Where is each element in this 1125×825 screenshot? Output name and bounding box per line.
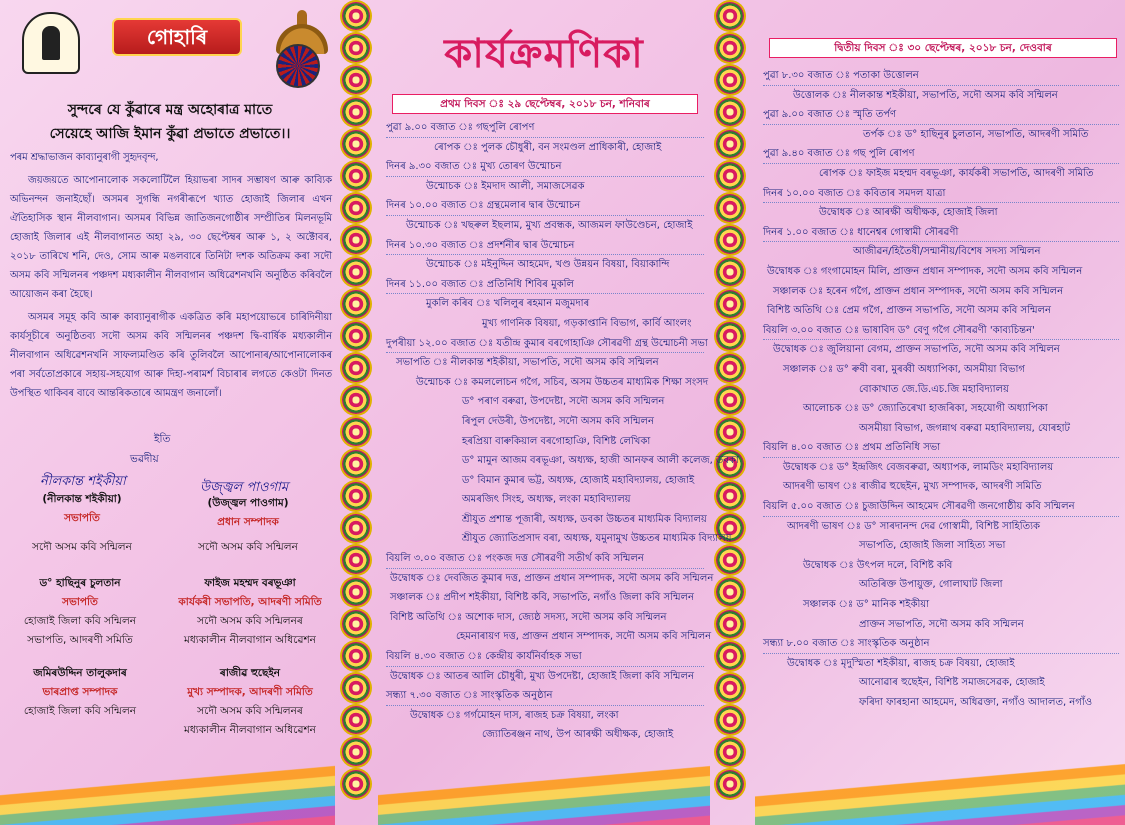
schedule-detail-row bbox=[386, 569, 714, 589]
schedule-row-text: ড° পৰাণ বৰুৱা, উপদেষ্টা, সদৌ অসম কবি সন্মিলন bbox=[462, 396, 665, 408]
official-org: সদৌ অসম কবি সন্মিলনৰ bbox=[197, 615, 303, 627]
schedule-detail-row bbox=[386, 490, 704, 510]
schedule-row-text: সঞ্চালক ঃ প্ৰদীপ শইকীয়া, বিশিষ্ট কবি, সভাপতি, নগাঁও জিলা কবি সন্মিলন bbox=[390, 592, 694, 604]
schedule-event-row bbox=[763, 223, 1119, 243]
schedule-row-text: সঞ্চালক ঃ ড° মানিক শইকীয়া bbox=[803, 599, 930, 611]
schedule-detail-row bbox=[386, 412, 704, 432]
schedule-row-text: আদৰণী ভাষণ ঃ ৰাজীৱ হুছেইন, মুখ্য সম্পাদক, আদৰণী সমিতি bbox=[783, 481, 1042, 493]
schedule-day-2-panel bbox=[755, 0, 1125, 825]
schedule-row-text: দিনৰ ১০.০০ বজাত ঃ কবিতাৰ সমদল যাত্ৰা bbox=[763, 187, 946, 199]
sammilan-emblem-icon bbox=[22, 12, 80, 74]
schedule-row-text: প্ৰাক্তন সভাপতি, সদৌ অসম কবি সন্মিলন bbox=[859, 618, 1024, 630]
schedule-detail-row bbox=[763, 477, 1119, 497]
medallion-icon bbox=[716, 642, 744, 670]
official-name: (নীলকান্ত শইকীয়া) bbox=[42, 493, 122, 505]
medallion-icon bbox=[342, 418, 370, 446]
schedule-row-text: ৰিপুল দেউৰী, উপদেষ্টা, সদৌ অসম কবি সন্মিলন bbox=[462, 415, 654, 427]
official-name: ফাইজ মহম্মদ বৰভূঞা bbox=[204, 577, 296, 589]
schedule-row-text: ড° বিমান কুমাৰ ভট্ট, অধ্যক্ষ, হোজাই মহাবিদ্যালয়, হোজাই bbox=[462, 474, 695, 486]
medallion-icon bbox=[342, 546, 370, 574]
rainbow-decoration bbox=[378, 755, 710, 825]
official-name: ৰাজীৱ হুছেইন bbox=[219, 667, 281, 679]
official-role: ভাৰপ্ৰাপ্ত সম্পাদক bbox=[42, 686, 118, 698]
schedule-row-text: বিশিষ্ট অতিথি ঃ প্ৰেম গগৈ, প্ৰাক্তন সভাপতি, সদৌ অসম কবি সন্মিলন bbox=[767, 305, 1051, 317]
medallion-icon bbox=[342, 706, 370, 734]
schedule-row-text: অতিৰিক্ত উপায়ুক্ত, গোলাঘাট জিলা bbox=[859, 579, 1003, 591]
schedule-row-text: উদ্বোধক ঃ দেবজিত কুমাৰ দত্ত, প্ৰাক্তন প্ৰধান সম্পাদক, সদৌ অসম কবি সন্মিলন bbox=[390, 572, 714, 584]
official-role: মুখ্য সম্পাদক, আদৰণী সমিতি bbox=[187, 686, 313, 698]
medallion-icon bbox=[342, 450, 370, 478]
schedule-detail-row bbox=[386, 451, 739, 471]
schedule-row-text: আলোচক ঃ ড° জ্যোতিৰেখা হাজৰিকা, সহযোগী অধ্যাপিকা bbox=[803, 403, 1048, 415]
schedule-row-text: আজীৱন/হিতৈষী/সন্মানীয়/বিশেষ সদস্য সন্মিলন bbox=[853, 246, 1041, 258]
medallion-icon bbox=[716, 354, 744, 382]
schedule-detail-row bbox=[386, 588, 704, 608]
schedule-event-row bbox=[763, 144, 1119, 164]
medallion-icon bbox=[716, 482, 744, 510]
schedule-detail-row bbox=[386, 471, 704, 491]
schedule-row-text: ৰোপক ঃ পুলক চৌধুৰী, বন সংমণ্ডল প্ৰাধিকাৰী, হোজাই bbox=[434, 141, 662, 153]
letter-paragraph-1: জয়জয়তে আপোনালোক সকলোটিলৈ হিয়াভৰা সাদৰ সম্ভাষণ আৰু কাব্যিক অভিনন্দন জনাইছোঁ। অসমৰ সুগন্ধি নগৰীৰূপে খ্যাত হোজাই জিলাৰ এখন ঐতিহাসিক স্থান নীলবাগান। অসমৰ বিভিন্ন জাতিজনগোষ্ঠীৰ সম্প্ৰীতিৰ মিলনভূমি হোজাই জিলাৰ এই নীলবাগানত অহা ২৯, ৩০ ছেপ্টেম্বৰ আৰু ১, ২ অক্টোবৰ, ২০১৮ তাৰিখে শনি, দেও, সোম আৰু মঙলবাৰে তিনিটা দশক অতিক্ৰম কৰা সদৌ অসম কবি সন্মিলনৰ পঞ্চদশ মধ্যকালীন নীলবাগান অধিৱেশনখনি অনুষ্ঠিত কৰিবলৈ আয়োজন কৰা হৈছে। bbox=[10, 175, 332, 300]
schedule-detail-row bbox=[763, 282, 1119, 302]
medallion-icon bbox=[716, 674, 744, 702]
official-chief-secretary bbox=[170, 664, 330, 740]
schedule-detail-row bbox=[763, 380, 1119, 400]
official-org-2: সভাপতি, আদৰণী সমিতি bbox=[27, 634, 133, 646]
schedule-detail-row bbox=[763, 262, 1119, 282]
rainbow-decoration bbox=[0, 755, 335, 825]
schedule-detail-row bbox=[763, 203, 1119, 223]
programme-title: কাৰ্যক্ৰমণিকা bbox=[444, 31, 644, 77]
schedule-detail-row bbox=[763, 360, 1119, 380]
schedule-detail-row bbox=[763, 517, 1119, 537]
schedule-row-text: ফৰিদা ফাৰহানা আহমেদ, অধিৱক্তা, নগাঁও আদালত, নগাঁও bbox=[859, 697, 1093, 708]
official-org-2: মধ্যকালীন নীলবাগান অধিৱেশন bbox=[184, 634, 316, 646]
schedule-row-text: হৰপ্ৰিয়া বাৰুকিয়াল বৰগোহাঞি, বিশিষ্ট লেখিকা bbox=[462, 435, 651, 447]
official-role: কাৰ্যকৰী সভাপতি, আদৰণী সমিতি bbox=[178, 596, 322, 608]
schedule-detail-row bbox=[386, 510, 707, 530]
schedule-row-text: পুৱা ৯.০০ বজাত ঃ স্মৃতি তৰ্পণ bbox=[763, 109, 897, 121]
schedule-detail-row bbox=[763, 575, 1119, 595]
medallion-icon bbox=[342, 674, 370, 702]
official-president bbox=[2, 490, 162, 557]
medallion-icon bbox=[716, 386, 744, 414]
schedule-row-text: সভাপতি, হোজাই জিলা সাহিত্য সভা bbox=[859, 540, 1006, 552]
medallion-icon bbox=[342, 66, 370, 94]
schedule-row-text: আনোৱাৰ হুছেইন, বিশিষ্ট সমাজসেৱক, হোজাই bbox=[859, 677, 1045, 689]
schedule-detail-row bbox=[386, 373, 709, 393]
schedule-row-text: উদ্বোধক ঃ মৃদুস্মিতা শইকীয়া, ৰাজহ চক্ৰ বিষয়া, হোজাই bbox=[787, 657, 1015, 669]
schedule-row-text: উন্মোচক ঃ ইমদাদ আলী, সমাজসেৱক bbox=[426, 180, 585, 192]
schedule-row-text: বিশিষ্ট অতিথি ঃ অশোক দাস, জ্যেষ্ঠ সদস্য, সদৌ অসম কবি সন্মিলন bbox=[390, 611, 667, 623]
schedule-row-text: দুপৰীয়া ১২.০০ বজাত ঃ যতীন্দ্ৰ কুমাৰ বৰগোহাঞি সৌৰৱণী গ্ৰন্থ উন্মোচনী সভা bbox=[386, 337, 708, 349]
signature-president: নীলকান্ত শইকীয়া bbox=[40, 474, 126, 489]
medallion-icon bbox=[716, 610, 744, 638]
salutation: পৰম শ্ৰদ্ধাভাজন কাব্যানুৰাগী সুহৃদবৃন্দ, bbox=[10, 152, 159, 163]
schedule-event-row bbox=[386, 118, 704, 138]
schedule-detail-row bbox=[386, 216, 704, 236]
schedule-row-text: ড° মামুন আজম বৰভূঞা, অধ্যক্ষ, হাজী আনফৰ আলী কলেজ, ডবকা bbox=[462, 455, 739, 467]
medallion-icon bbox=[342, 194, 370, 222]
schedule-row-text: শ্ৰীযুত জ্যোতিপ্ৰসাদ বৰা, অধ্যক্ষ, যমুনামুখ উচ্চতৰ মাধ্যমিক বিদ্যালয় bbox=[462, 533, 732, 545]
medallion-icon bbox=[716, 162, 744, 190]
medallion-icon bbox=[342, 386, 370, 414]
schedule-row-text: উদ্বোধক ঃ আতৰ আলি চৌধুৰী, মুখ্য উপদেষ্টা, হোজাই জিলা কবি সন্মিলন bbox=[390, 670, 694, 682]
schedule-detail-row bbox=[386, 392, 704, 412]
schedule-row-text: আদৰণী ভাষণ ঃ ড° সাৰদানন্দ দেৱ গোস্বামী, বিশিষ্ট সাহিত্যিক bbox=[787, 520, 1041, 532]
schedule-detail-row bbox=[386, 608, 704, 628]
medallion-icon bbox=[716, 2, 744, 30]
medallion-icon bbox=[716, 418, 744, 446]
medallion-icon bbox=[342, 610, 370, 638]
letter-paragraph-2: অসমৰ সমূহ কবি আৰু কাব্যানুৰাগীক একত্ৰিত কৰি মহাপয়োভৰে চাৰিদিনীয়া কাৰ্যসূচীৰে অনুষ্ঠিতব্য সদৌ অসম কবি সন্মিলনৰ পঞ্চদশ দ্বি-বাৰ্ষিক মধ্যকালীন নীলবাগান অধিৱেশনখনি সাফল্যমণ্ডিত কৰি তুলিবলৈ আপোনাৰ/আপোনালোকৰ পৰা সৰ্বতোপ্ৰকাৰে সহায়-সহযোগ আৰু দিহা-পৰামৰ্শ বিচাৰাৰ লগতে কেওটা দিনত উপস্থিত থাকিবৰ বাবে আন্তৰিকতাৰে আমন্ত্ৰণ জনালোঁ। bbox=[10, 312, 332, 399]
schedule-row-text: উদ্বোধক ঃ গৰ্গমোহন দাস, ৰাজহ চক্ৰ বিষয়া, লংকা bbox=[410, 709, 619, 721]
schedule-event-row bbox=[763, 321, 1119, 341]
schedule-detail-row bbox=[386, 432, 704, 452]
schedule-event-row bbox=[386, 686, 704, 706]
medallion-icon bbox=[716, 66, 744, 94]
schedule-detail-row bbox=[763, 86, 1119, 106]
medallion-icon bbox=[716, 290, 744, 318]
schedule-event-row bbox=[763, 105, 1119, 125]
official-acting-secretary bbox=[0, 664, 160, 721]
official-general-secretary bbox=[168, 494, 328, 557]
schedule-row-text: মুখ্য গাণনিক বিষয়া, গড়কাপ্তানি বিভাগ, কাৰ্বি আংলং bbox=[482, 317, 692, 329]
schedule-row-text: উদ্বোধক ঃ আৰক্ষী অধীক্ষক, হোজাই জিলা bbox=[819, 207, 998, 219]
official-name: (উজ্জ্বল পাওগাম) bbox=[207, 497, 289, 509]
schedule-event-row bbox=[763, 497, 1119, 517]
medallion-icon bbox=[342, 770, 370, 798]
bhavadiya-text: ভৱদীয় bbox=[130, 453, 159, 465]
schedule-row-text: পুৱা ৮.৩০ বজাত ঃ পতাকা উত্তোলন bbox=[763, 70, 919, 81]
medallion-icon bbox=[716, 706, 744, 734]
schedule-row-text: উত্তোলক ঃ নীলকান্ত শইকীয়া, সভাপতি, সদৌ অসম কবি সন্মিলন bbox=[793, 89, 1058, 101]
schedule-detail-row bbox=[763, 654, 1119, 674]
medallion-icon bbox=[342, 514, 370, 542]
medallion-border-left bbox=[338, 0, 374, 825]
official-name: ড° হাছিনুৰ চুলতান bbox=[39, 577, 121, 589]
schedule-detail-row bbox=[763, 419, 1119, 439]
schedule-row-text: দিনৰ ১.০০ বজাত ঃ ধানেশ্বৰ গোস্বামী সৌৰৱণী bbox=[763, 226, 959, 238]
medallion-icon bbox=[342, 34, 370, 62]
schedule-row-text: উন্মোচক ঃ কমললোচন গগৈ, সচিব, অসম উচ্চতৰ মাধ্যমিক শিক্ষা সংসদ bbox=[416, 376, 709, 388]
iti-text: ইতি bbox=[154, 433, 171, 445]
schedule-detail-row bbox=[763, 458, 1119, 478]
medallion-icon bbox=[342, 162, 370, 190]
medallion-icon bbox=[716, 130, 744, 158]
schedule-detail-row bbox=[763, 536, 1119, 556]
schedule-row-text: সন্ধ্যা ৮.০০ বজাত ঃ সাংস্কৃতিক অনুষ্ঠান bbox=[763, 638, 930, 650]
schedule-row-text: বিয়লি ৩.০০ বজাত ঃ ভাষাবিদ ড° বেণু গগৈ সৌৰৱণী 'কাব্যচিন্তন' bbox=[763, 324, 1035, 336]
schedule-event-row bbox=[763, 184, 1119, 204]
schedule-row-text: সভাপতি ঃ নীলকান্ত শইকীয়া, সভাপতি, সদৌ অসম কবি সন্মিলন bbox=[396, 357, 659, 369]
schedule-row-text: বোকাখাত জে.ডি.এচ.জি মহাবিদ্যালয় bbox=[859, 383, 1009, 395]
schedule-event-row bbox=[386, 647, 704, 667]
official-org: সদৌ অসম কবি সন্মিলনৰ bbox=[197, 705, 303, 717]
day-2-header: দ্বিতীয় দিবস ঃ ৩০ ছেপ্টেম্বৰ, ২০১৮ চন, দেওবাৰ bbox=[769, 38, 1117, 58]
medallion-icon bbox=[342, 738, 370, 766]
gohari-banner: গোহাৰি bbox=[112, 18, 242, 56]
schedule-row-text: অসমীয়া বিভাগ, জগন্নাথ বৰুৱা মহাবিদ্যালয়, যোৰহাট bbox=[859, 422, 1070, 434]
day-1-header: প্ৰথম দিবস ঃ ২৯ ছেপ্টেম্বৰ, ২০১৮ চন, শনিবাৰ bbox=[392, 94, 698, 114]
schedule-detail-row bbox=[763, 301, 1119, 321]
jaapi-hat-icon bbox=[272, 10, 332, 90]
schedule-detail-row bbox=[386, 138, 704, 158]
schedule-event-row bbox=[386, 236, 704, 256]
medallion-icon bbox=[342, 258, 370, 286]
schedule-detail-row bbox=[763, 673, 1119, 693]
schedule-row-text: সঞ্চালক ঃ ড° ৰুবী বৰা, মুৰব্বী অধ্যাপিকা, অসমীয়া বিভাগ bbox=[783, 363, 1025, 375]
official-working-president bbox=[170, 574, 330, 650]
schedule-event-row bbox=[763, 438, 1119, 458]
schedule-row-text: ৰোপক ঃ ফাইজ মহম্মদ বৰভূঞা, কাৰ্যকৰী সভাপতি, আদৰণী সমিতি bbox=[819, 167, 1094, 179]
medallion-icon bbox=[716, 194, 744, 222]
schedule-detail-row bbox=[763, 556, 1119, 576]
schedule-detail-row bbox=[386, 294, 704, 314]
medallion-icon bbox=[342, 2, 370, 30]
official-org-2: মধ্যকালীন নীলবাগান অধিৱেশন bbox=[184, 724, 316, 736]
schedule-detail-row bbox=[386, 627, 712, 647]
official-org: সদৌ অসম কবি সন্মিলন bbox=[32, 541, 132, 553]
schedule-detail-row bbox=[386, 529, 732, 549]
schedule-row-text: দিনৰ ১১.০০ বজাত ঃ প্ৰতিনিধি শিবিৰ মুকলি bbox=[386, 278, 574, 290]
medallion-icon bbox=[342, 482, 370, 510]
schedule-row-text: পুৱা ৯.৪০ বজাত ঃ গছ পুলি ৰোপণ bbox=[763, 148, 915, 160]
schedule-detail-row bbox=[386, 255, 704, 275]
schedule-row-text: তৰ্পক ঃ ড° হাছিনুৰ চুলতান, সভাপতি, আদৰণী সমিতি bbox=[863, 128, 1089, 140]
schedule-row-text: দিনৰ ১০.৩০ বজাত ঃ প্ৰদৰ্শনীৰ দ্বাৰ উন্মোচন bbox=[386, 239, 575, 251]
schedule-event-row bbox=[763, 66, 1119, 86]
schedule-row-text: পুৱা ৯.০০ বজাত ঃ গছপুলি ৰোপণ bbox=[386, 122, 535, 133]
schedule-detail-row bbox=[386, 725, 704, 745]
schedule-event-row bbox=[386, 549, 704, 569]
schedule-row-text: উন্মোচক ঃ মইনুদ্দিন আহমেদ, খণ্ড উন্নয়ন বিষয়া, বিয়াকান্দি bbox=[426, 259, 670, 271]
medallion-icon bbox=[716, 546, 744, 574]
invitation-panel bbox=[0, 0, 335, 825]
schedule-row-text: উদ্বোধক ঃ গংগামোহন মিলি, প্ৰাক্তন প্ৰধান সম্পাদক, সদৌ অসম কবি সন্মিলন bbox=[767, 265, 1083, 277]
schedule-row-text: দিনৰ ১০.০০ বজাত ঃ গ্ৰন্থমেলাৰ দ্বাৰ উন্মোচন bbox=[386, 200, 581, 212]
schedule-detail-row bbox=[386, 706, 704, 726]
medallion-icon bbox=[716, 258, 744, 286]
official-role: সভাপতি bbox=[64, 512, 100, 524]
couplet-line-2: সেয়েহে আজি ইমান কুঁৱা প্ৰভাতে প্ৰভাতে।। bbox=[49, 126, 291, 142]
schedule-event-row bbox=[386, 334, 708, 354]
official-org: হোজাই জিলা কবি সন্মিলন bbox=[23, 615, 137, 627]
schedule-event-row bbox=[386, 157, 704, 177]
medallion-icon bbox=[342, 98, 370, 126]
schedule-detail-row bbox=[386, 667, 704, 687]
medallion-border-right bbox=[712, 0, 748, 825]
official-org: হোজাই জিলা কবি সন্মিলন bbox=[23, 705, 137, 717]
medallion-icon bbox=[716, 34, 744, 62]
medallion-icon bbox=[716, 322, 744, 350]
schedule-detail-row bbox=[763, 242, 1119, 262]
medallion-icon bbox=[342, 578, 370, 606]
schedule-row-text: উন্মোচক ঃ খছৰুল ইছলাম, মুখ্য প্ৰবন্ধক, আজমল ফাউণ্ডেচন, হোজাই bbox=[406, 219, 693, 231]
schedule-row-text: জ্যোতিৰঞ্জন নাথ, উপ আৰক্ষী অধীক্ষক, হোজাই bbox=[482, 729, 674, 741]
official-org: সদৌ অসম কবি সন্মিলন bbox=[198, 541, 298, 553]
schedule-day-1-panel bbox=[378, 0, 739, 825]
schedule-detail-row bbox=[763, 340, 1119, 360]
medallion-icon bbox=[716, 578, 744, 606]
schedule-row-text: মুকলি কৰিব ঃ খলিলুৰ ৰহমান মজুমদাৰ bbox=[426, 298, 590, 310]
schedule-row-text: সন্ধ্যা ৭.৩০ বজাত ঃ সাংস্কৃতিক অনুষ্ঠান bbox=[386, 690, 553, 702]
medallion-icon bbox=[342, 642, 370, 670]
schedule-event-row bbox=[386, 196, 704, 216]
schedule-row-text: উদ্বোধক ঃ জুলিয়ানা বেগম, প্ৰাক্তন সভাপতি, সদৌ অসম কবি সন্মিলন bbox=[773, 344, 1060, 356]
medallion-icon bbox=[342, 226, 370, 254]
official-role: প্ৰধান সম্পাদক bbox=[217, 516, 279, 528]
schedule-detail-row bbox=[763, 125, 1119, 145]
schedule-row-text: উদ্বোধক ঃ উৎপল দলে, বিশিষ্ট কবি bbox=[803, 559, 953, 571]
schedule-row-text: অমৰজিৎ সিংহ, অধ্যক্ষ, লংকা মহাবিদ্যালয় bbox=[462, 494, 631, 506]
medallion-icon bbox=[716, 98, 744, 126]
signature-secretary: উজ্জ্বল পাওগাম bbox=[200, 480, 289, 495]
schedule-row-text: বিয়লি ৪.৩০ বজাত ঃ কেন্দ্ৰীয় কাৰ্যনিৰ্বাহক সভা bbox=[386, 651, 582, 663]
schedule-row-text: উদ্বোধক ঃ ড° ইন্দ্ৰজিৎ বেজবৰুৱা, অধ্যাপক, লামডিং মহাবিদ্যালয় bbox=[783, 461, 1054, 473]
schedule-detail-row bbox=[763, 399, 1119, 419]
medallion-icon bbox=[342, 322, 370, 350]
schedule-row-text: হেমনাৰায়ণ দত্ত, প্ৰাক্তন প্ৰধান সম্পাদক, সদৌ অসম কবি সন্মিলন bbox=[456, 631, 712, 643]
invitation-letter bbox=[10, 148, 332, 407]
schedule-detail-row bbox=[763, 595, 1119, 615]
schedule-detail-row bbox=[386, 177, 704, 197]
medallion-icon bbox=[716, 770, 744, 798]
rainbow-decoration bbox=[755, 755, 1125, 825]
schedule-row-text: বিয়লি ৩.০০ বজাত ঃ পংকজ দত্ত সৌৰৱণী সতীৰ্থ কবি সন্মিলন bbox=[386, 553, 644, 565]
official-role: সভাপতি bbox=[62, 596, 98, 608]
schedule-row-text: বিয়লি ৪.০০ বজাত ঃ প্ৰথম প্ৰতিনিধি সভা bbox=[763, 442, 941, 454]
medallion-icon bbox=[342, 290, 370, 318]
official-name: জমিৰউদ্দিন তালুকদাৰ bbox=[33, 667, 127, 679]
schedule-detail-row bbox=[386, 353, 704, 373]
couplet-line-1: সুন্দৰে যে কুঁৱাৰে মন্ত্ৰ অহোৰাত্ৰ মাতে bbox=[67, 102, 273, 118]
schedule-row-text: দিনৰ ৯.৩০ বজাত ঃ মুখ্য তোৰণ উন্মোচন bbox=[386, 161, 562, 173]
schedule-detail-row bbox=[386, 314, 704, 334]
official-district-president bbox=[0, 574, 160, 650]
day-2-schedule bbox=[763, 66, 1119, 713]
medallion-icon bbox=[716, 226, 744, 254]
medallion-icon bbox=[342, 130, 370, 158]
schedule-detail-row bbox=[763, 164, 1119, 184]
medallion-icon bbox=[342, 354, 370, 382]
schedule-detail-row bbox=[763, 693, 1119, 713]
schedule-row-text: বিয়লি ৫.০০ বজাত ঃ চুজাউদ্দিন আহমেদ সৌৰৱণী জনগোষ্ঠীয় কবি সন্মিলন bbox=[763, 501, 1075, 513]
schedule-row-text: শ্ৰীযুত প্ৰশান্ত পূজাৰী, অধ্যক্ষ, ডবকা উচ্চতৰ মাধ্যমিক বিদ্যালয় bbox=[462, 513, 707, 525]
schedule-event-row bbox=[386, 275, 704, 295]
schedule-row-text: সঞ্চালক ঃ হৰেন গগৈ, প্ৰাক্তন প্ৰধান সম্পাদক, সদৌ অসম কবি সন্মিলন bbox=[773, 285, 1064, 297]
day-1-schedule bbox=[386, 118, 739, 745]
schedule-detail-row bbox=[763, 615, 1119, 635]
medallion-icon bbox=[716, 738, 744, 766]
schedule-event-row bbox=[763, 634, 1119, 654]
